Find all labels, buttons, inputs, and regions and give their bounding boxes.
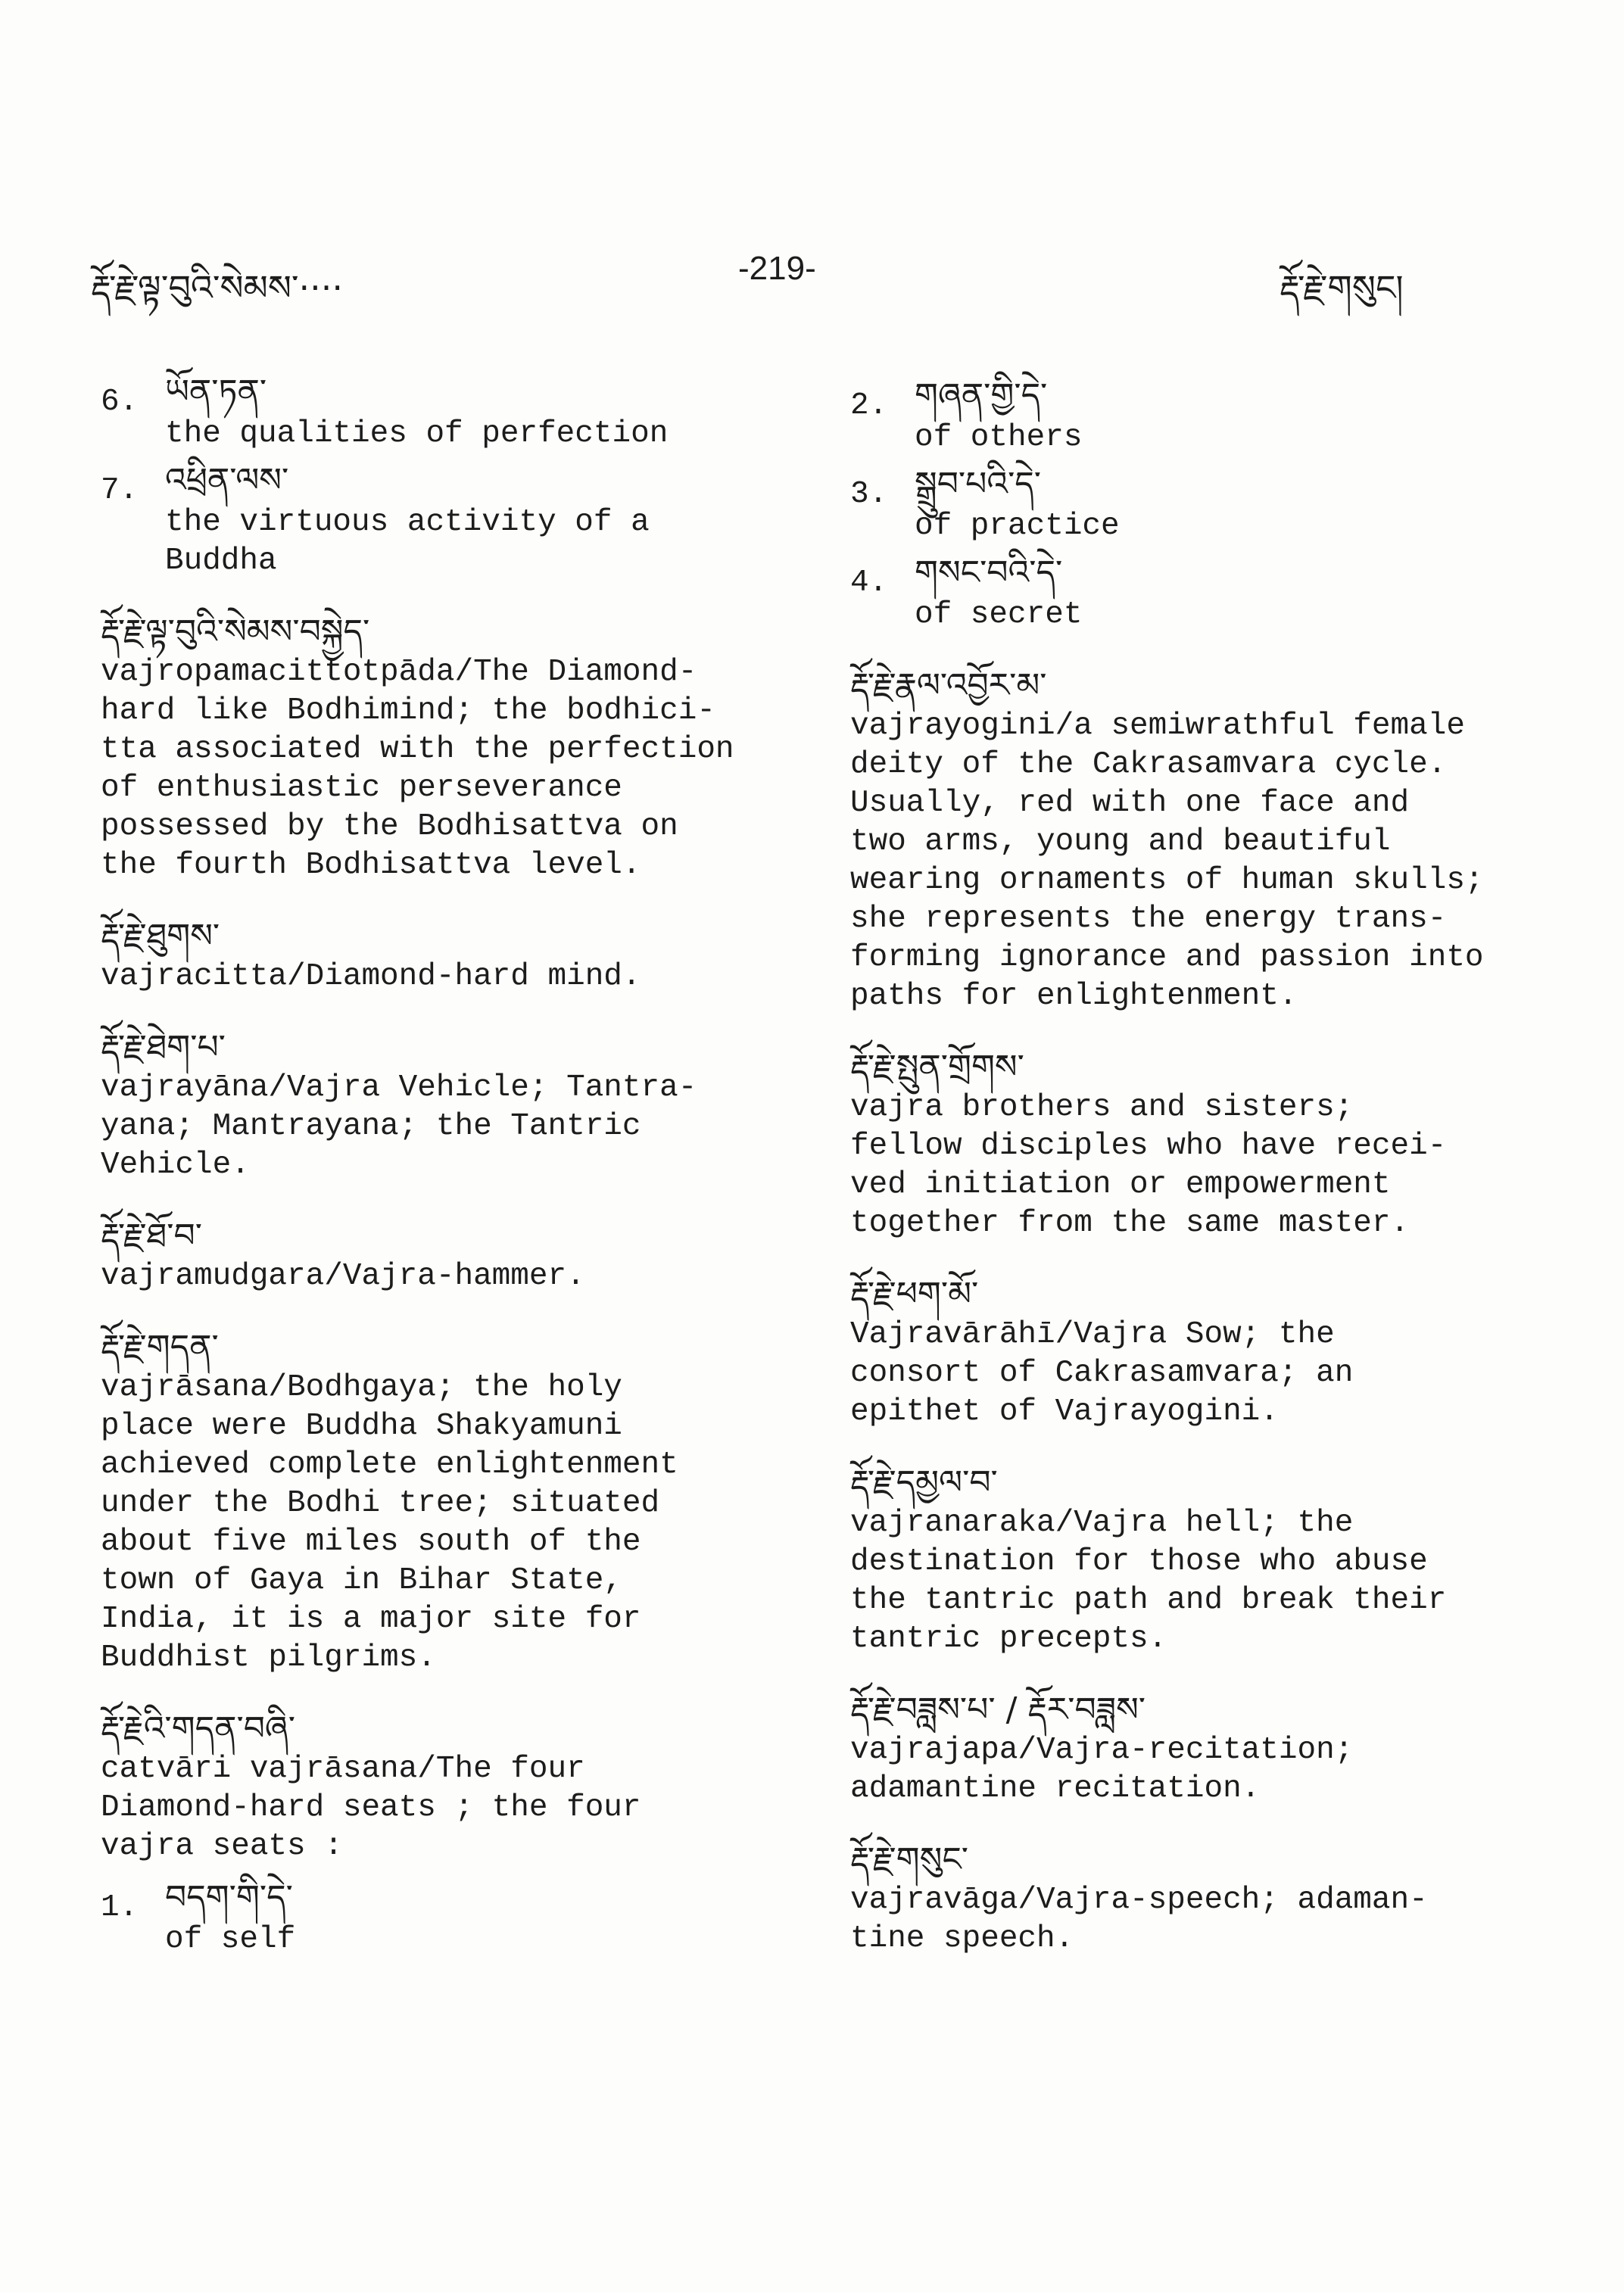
dictionary-entry bbox=[101, 915, 828, 996]
item-number: 3. bbox=[850, 477, 888, 512]
entry-definition: vajrayāna/Vajra Vehicle; Tantra- yana; Mantrayana; the Tantric Vehicle. bbox=[101, 1070, 697, 1182]
item-text: the qualities of perfection bbox=[165, 416, 669, 451]
dictionary-entry bbox=[101, 1326, 828, 1678]
item-text: of secret bbox=[915, 597, 1083, 632]
tibetan-term: བདག་གི་དེ་ bbox=[165, 1878, 293, 1917]
entry-definition: vajrajapa/Vajra-recitation; adamantine recitation. bbox=[850, 1733, 1354, 1806]
item-text: of self bbox=[165, 1922, 296, 1957]
dictionary-entry bbox=[850, 1839, 1577, 1958]
tibetan-term: འཕྲིན་ལས་ bbox=[165, 461, 289, 500]
item-number: 4. bbox=[850, 565, 888, 600]
dictionary-entry bbox=[101, 1215, 828, 1296]
tibetan-headword: རྡོ་རྗེ་ལྟ་བུའི་སེམས་བསྐྱེད་ bbox=[101, 612, 370, 651]
dictionary-entry bbox=[101, 1027, 828, 1185]
dictionary-entry bbox=[850, 1462, 1577, 1659]
entry-definition: catvāri vajrāsana/The four Diamond-hard seats ; the four vajra seats : bbox=[101, 1752, 641, 1864]
entry-definition: vajrāsana/Bodhgaya; the holy place were Buddha Shakyamuni achieved complete enlightenment under the Bodhi tree; situated about five miles south of the town of Gaya in Bihar State, India, it is a major site for Buddhist pilgrims. bbox=[101, 1370, 678, 1675]
list-item bbox=[850, 375, 1577, 457]
entry-definition: vajramudgara/Vajra-hammer. bbox=[101, 1259, 585, 1294]
item-text: of practice bbox=[915, 509, 1120, 544]
tibetan-headword: རྡོ་རྗེ་སྤུན་གྲོགས་ bbox=[850, 1048, 1024, 1086]
entry-definition: vajravāga/Vajra-speech; adaman- tine speech. bbox=[850, 1883, 1428, 1956]
tibetan-headword: རྡོ་རྗེ་ཐེག་པ་ bbox=[101, 1028, 226, 1067]
entry-definition: vajrayogini/a semiwrathful female deity of the Cakrasamvara cycle. Usually, red with one face and two arms, young and beautiful wearing ornaments of human skulls; she represents the energy trans- forming ignorance and passion into paths for enlightenment. bbox=[850, 709, 1484, 1014]
list-item bbox=[101, 460, 828, 581]
item-number: 1. bbox=[101, 1890, 139, 1925]
tibetan-headword: རྡོ་རྗེ་བཟླས་པ་ / རྡོར་བཟླས་ bbox=[850, 1690, 1146, 1729]
right-column bbox=[850, 375, 1577, 1989]
tibetan-headword: རྡོ་རྗེའི་གདན་བཞི་ bbox=[101, 1709, 295, 1748]
dictionary-entry bbox=[850, 1046, 1577, 1243]
numbered-list bbox=[101, 371, 828, 581]
tibetan-term: སྒྲུབ་པའི་དེ་ bbox=[915, 465, 1042, 503]
entry-definition: vajra brothers and sisters; fellow disciples who have recei- ved initiation or empowerment together from the same master. bbox=[850, 1090, 1447, 1241]
tibetan-headword: རྡོ་རྗེ་ཕག་མོ་ bbox=[850, 1275, 979, 1313]
list-item bbox=[850, 463, 1577, 546]
entry-definition: vajropamacittotpāda/The Diamond- hard like Bodhimind; the bodhici- tta associated with the perfection of enthusiastic perseverance possessed by the Bodhisattva on the fourth Bodhisattva level. bbox=[101, 655, 734, 883]
item-number: 7. bbox=[101, 473, 139, 508]
list-item bbox=[850, 552, 1577, 634]
entry-definition: Vajravārāhī/Vajra Sow; the consort of Cakrasamvara; an epithet of Vajrayogini. bbox=[850, 1317, 1354, 1429]
item-number: 2. bbox=[850, 388, 888, 423]
dictionary-entry bbox=[850, 665, 1577, 1016]
item-text: of others bbox=[915, 420, 1083, 455]
tibetan-headword: རྡོ་རྗེ་རྣལ་འབྱོར་མ་ bbox=[850, 666, 1047, 705]
item-number: 6. bbox=[101, 385, 139, 419]
entry-definition: vajracitta/Diamond-hard mind. bbox=[101, 959, 641, 994]
dictionary-entry bbox=[101, 1708, 828, 1866]
item-text: the virtuous activity of a Buddha bbox=[165, 505, 650, 578]
list-item bbox=[101, 371, 828, 453]
tibetan-headword: རྡོ་རྗེ་ཐོ་བ་ bbox=[101, 1217, 202, 1255]
tibetan-term: གཞན་གྱི་དེ་ bbox=[915, 376, 1048, 415]
tibetan-headword: རྡོ་རྗེ་དམྱལ་བ་ bbox=[850, 1463, 998, 1502]
left-column bbox=[101, 371, 828, 1965]
list-item bbox=[101, 1877, 828, 1959]
tibetan-headword: རྡོ་རྗེ་གདན་ bbox=[101, 1328, 219, 1366]
dictionary-entry bbox=[101, 611, 828, 885]
tibetan-term: ཡོན་ཏན་ bbox=[165, 372, 267, 411]
entry-definition: vajranaraka/Vajra hell; the destination for those who abuse the tantric path and break their tantric precepts. bbox=[850, 1506, 1447, 1656]
running-header-right: རྡོ་རྗེ་གསུང། bbox=[1280, 267, 1404, 308]
dictionary-entry bbox=[850, 1689, 1577, 1809]
numbered-list bbox=[850, 375, 1577, 634]
tibetan-headword: རྡོ་རྗེ་གསུང་ bbox=[850, 1840, 968, 1879]
running-header-left: རྡོ་རྗེ་ལྟ་བུའི་སེམས་···· bbox=[91, 267, 344, 308]
dictionary-entry bbox=[850, 1273, 1577, 1432]
tibetan-term: གསང་བའི་དེ་ bbox=[915, 553, 1063, 592]
tibetan-headword: རྡོ་རྗེ་ཐུགས་ bbox=[101, 917, 220, 955]
page-number: -219- bbox=[738, 250, 816, 287]
